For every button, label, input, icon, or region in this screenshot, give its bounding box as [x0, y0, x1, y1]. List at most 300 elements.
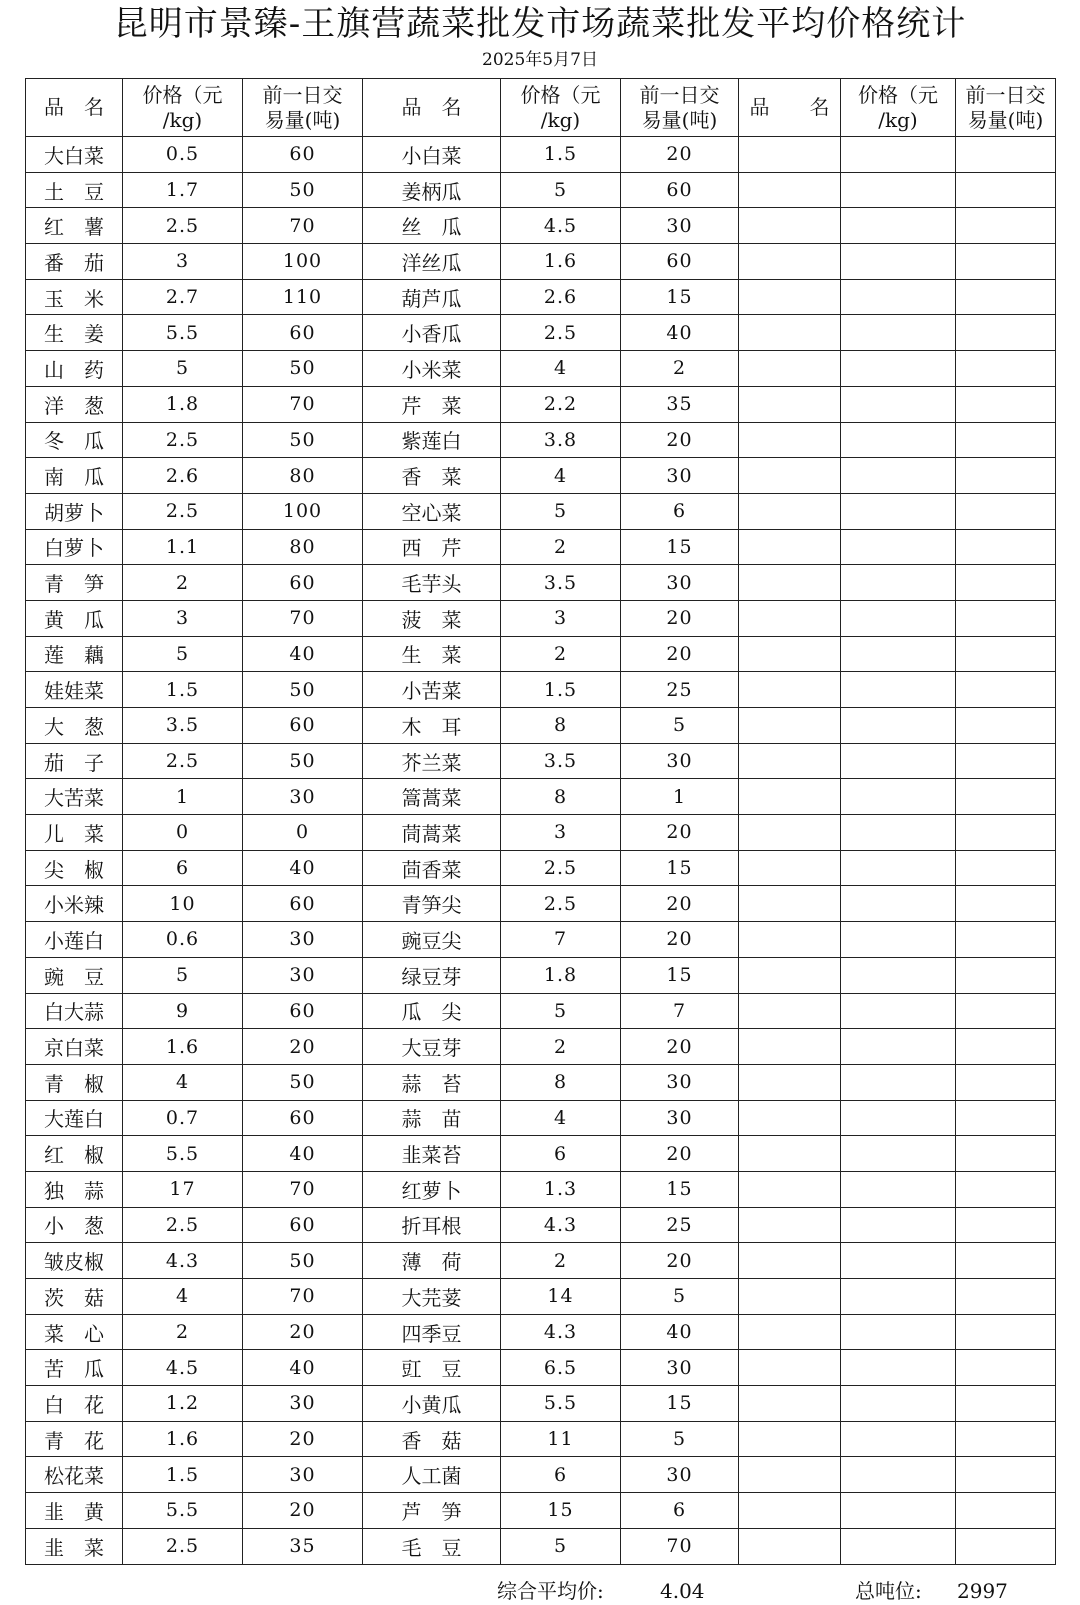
table-row: [26, 1314, 1056, 1350]
vegetable-name: 洋 葱: [26, 386, 123, 422]
price-cell: 4: [123, 1064, 243, 1100]
empty-name-cell: [739, 351, 841, 387]
price-cell: 4: [501, 351, 621, 387]
price-cell: 4.3: [501, 1314, 621, 1350]
volume-cell: 20: [243, 1421, 363, 1457]
vegetable-name: 西 芹: [363, 529, 501, 565]
empty-volume-cell: [956, 565, 1056, 601]
vegetable-name: 葫芦瓜: [363, 279, 501, 315]
vegetable-name: 豌 豆: [26, 957, 123, 993]
volume-cell: 50: [243, 743, 363, 779]
vegetable-name: 青 花: [26, 1421, 123, 1457]
table-row: [26, 422, 1056, 458]
price-cell: 1: [123, 779, 243, 815]
volume-cell: 40: [621, 1314, 739, 1350]
price-cell: 2: [501, 1243, 621, 1279]
empty-price-cell: [841, 244, 956, 280]
vegetable-name: 蒜 苔: [363, 1064, 501, 1100]
volume-cell: 15: [621, 1386, 739, 1422]
price-cell: 1.6: [501, 244, 621, 280]
table-row: [26, 1243, 1056, 1279]
empty-volume-cell: [956, 386, 1056, 422]
price-cell: 5: [123, 636, 243, 672]
table-row: [26, 172, 1056, 208]
volume-cell: 20: [243, 1314, 363, 1350]
empty-name-cell: [739, 565, 841, 601]
volume-cell: 6: [621, 1493, 739, 1529]
price-cell: 0.7: [123, 1100, 243, 1136]
empty-name-cell: [739, 1528, 841, 1564]
vegetable-name: 儿 菜: [26, 815, 123, 851]
empty-volume-cell: [956, 529, 1056, 565]
table-row: [26, 1136, 1056, 1172]
vegetable-name: 芦 笋: [363, 1493, 501, 1529]
empty-volume-cell: [956, 458, 1056, 494]
vegetable-name: 篙蒿菜: [363, 779, 501, 815]
volume-cell: 30: [621, 1350, 739, 1386]
vegetable-name: 白萝卜: [26, 529, 123, 565]
empty-volume-cell: [956, 600, 1056, 636]
vegetable-name: 土 豆: [26, 172, 123, 208]
empty-name-cell: [739, 422, 841, 458]
table-row: [26, 743, 1056, 779]
price-cell: 3.5: [501, 743, 621, 779]
empty-volume-cell: [956, 1171, 1056, 1207]
empty-name-cell: [739, 1029, 841, 1065]
price-cell: 5.5: [123, 1136, 243, 1172]
empty-price-cell: [841, 137, 956, 173]
volume-cell: 15: [621, 529, 739, 565]
table-row: [26, 208, 1056, 244]
empty-price-cell: [841, 1207, 956, 1243]
price-cell: 11: [501, 1421, 621, 1457]
price-cell: 1.8: [501, 957, 621, 993]
empty-name-cell: [739, 244, 841, 280]
vegetable-name: 胡萝卜: [26, 493, 123, 529]
empty-price-cell: [841, 993, 956, 1029]
vegetable-name: 豌豆尖: [363, 922, 501, 958]
empty-price-cell: [841, 1350, 956, 1386]
volume-cell: 70: [243, 1279, 363, 1315]
table-row: [26, 672, 1056, 708]
header-price: 价格（元 /kg): [501, 79, 621, 137]
price-cell: 5.5: [123, 1493, 243, 1529]
empty-price-cell: [841, 636, 956, 672]
volume-cell: 70: [243, 386, 363, 422]
volume-cell: 60: [243, 1207, 363, 1243]
volume-cell: 70: [243, 208, 363, 244]
price-cell: 3.5: [501, 565, 621, 601]
volume-cell: 30: [243, 922, 363, 958]
vegetable-name: 皱皮椒: [26, 1243, 123, 1279]
vegetable-name: 青 椒: [26, 1064, 123, 1100]
volume-cell: 20: [621, 600, 739, 636]
table-row: [26, 1279, 1056, 1315]
vegetable-name: 丝 瓜: [363, 208, 501, 244]
volume-cell: 70: [243, 600, 363, 636]
price-cell: 2: [123, 565, 243, 601]
table-row: [26, 386, 1056, 422]
price-cell: 1.1: [123, 529, 243, 565]
vegetable-name: 大白菜: [26, 137, 123, 173]
vegetable-name: 薄 荷: [363, 1243, 501, 1279]
price-cell: 4.5: [123, 1350, 243, 1386]
empty-name-cell: [739, 600, 841, 636]
header-price: 价格（元 /kg): [123, 79, 243, 137]
empty-name-cell: [739, 493, 841, 529]
empty-price-cell: [841, 1171, 956, 1207]
table-row: [26, 244, 1056, 280]
empty-volume-cell: [956, 886, 1056, 922]
table-row: [26, 993, 1056, 1029]
vegetable-name: 毛 豆: [363, 1528, 501, 1564]
vegetable-name: 红 椒: [26, 1136, 123, 1172]
volume-cell: 20: [621, 137, 739, 173]
empty-volume-cell: [956, 1100, 1056, 1136]
empty-price-cell: [841, 1386, 956, 1422]
empty-volume-cell: [956, 850, 1056, 886]
empty-name-cell: [739, 886, 841, 922]
table-row: [26, 529, 1056, 565]
vegetable-name: 茄 子: [26, 743, 123, 779]
price-cell: 7: [501, 922, 621, 958]
price-cell: 2: [501, 529, 621, 565]
volume-cell: 70: [243, 1171, 363, 1207]
vegetable-name: 红 薯: [26, 208, 123, 244]
price-cell: 3: [123, 600, 243, 636]
empty-name-cell: [739, 1064, 841, 1100]
empty-volume-cell: [956, 1029, 1056, 1065]
price-cell: 2.5: [123, 422, 243, 458]
vegetable-name: 小莲白: [26, 922, 123, 958]
volume-cell: 1: [621, 779, 739, 815]
volume-cell: 80: [243, 458, 363, 494]
average-price-value: 4.04: [660, 1579, 705, 1603]
volume-cell: 40: [243, 1350, 363, 1386]
empty-price-cell: [841, 422, 956, 458]
empty-volume-cell: [956, 351, 1056, 387]
empty-volume-cell: [956, 422, 1056, 458]
price-cell: 0.5: [123, 137, 243, 173]
volume-cell: 7: [621, 993, 739, 1029]
empty-volume-cell: [956, 244, 1056, 280]
vegetable-name: 空心菜: [363, 493, 501, 529]
empty-name-cell: [739, 279, 841, 315]
empty-name-cell: [739, 208, 841, 244]
empty-price-cell: [841, 1314, 956, 1350]
empty-price-cell: [841, 922, 956, 958]
volume-cell: 25: [621, 672, 739, 708]
empty-volume-cell: [956, 957, 1056, 993]
empty-volume-cell: [956, 172, 1056, 208]
empty-price-cell: [841, 600, 956, 636]
price-cell: 0.6: [123, 922, 243, 958]
volume-cell: 30: [621, 1457, 739, 1493]
price-cell: 8: [501, 779, 621, 815]
vegetable-name: 小 葱: [26, 1207, 123, 1243]
volume-cell: 30: [621, 565, 739, 601]
vegetable-name: 韭 菜: [26, 1528, 123, 1564]
price-cell: 2.5: [123, 208, 243, 244]
volume-cell: 20: [243, 1493, 363, 1529]
table-row: [26, 886, 1056, 922]
volume-cell: 2: [621, 351, 739, 387]
volume-cell: 80: [243, 529, 363, 565]
volume-cell: 50: [243, 672, 363, 708]
vegetable-name: 洋丝瓜: [363, 244, 501, 280]
empty-volume-cell: [956, 636, 1056, 672]
vegetable-name: 小香瓜: [363, 315, 501, 351]
vegetable-name: 绿豆芽: [363, 957, 501, 993]
volume-cell: 35: [243, 1528, 363, 1564]
volume-cell: 20: [621, 886, 739, 922]
empty-name-cell: [739, 1207, 841, 1243]
vegetable-name: 生 菜: [363, 636, 501, 672]
empty-name-cell: [739, 458, 841, 494]
header-volume: 前一日交 易量(吨): [621, 79, 739, 137]
empty-name-cell: [739, 1100, 841, 1136]
vegetable-name: 白大蒜: [26, 993, 123, 1029]
volume-cell: 20: [621, 636, 739, 672]
volume-cell: 15: [621, 850, 739, 886]
price-cell: 2.5: [123, 743, 243, 779]
price-cell: 2.6: [123, 458, 243, 494]
empty-name-cell: [739, 922, 841, 958]
vegetable-name: 松花菜: [26, 1457, 123, 1493]
empty-name-cell: [739, 172, 841, 208]
vegetable-name: 小苦菜: [363, 672, 501, 708]
empty-volume-cell: [956, 993, 1056, 1029]
vegetable-name: 小白菜: [363, 137, 501, 173]
vegetable-name: 尖 椒: [26, 850, 123, 886]
volume-cell: 50: [243, 1243, 363, 1279]
vegetable-name: 大 葱: [26, 708, 123, 744]
volume-cell: 60: [243, 137, 363, 173]
price-cell: 3: [501, 815, 621, 851]
price-cell: 1.6: [123, 1029, 243, 1065]
empty-name-cell: [739, 743, 841, 779]
price-cell: 5: [501, 172, 621, 208]
table-row: [26, 1350, 1056, 1386]
table-row: [26, 137, 1056, 173]
price-cell: 10: [123, 886, 243, 922]
price-cell: 17: [123, 1171, 243, 1207]
vegetable-name: 紫莲白: [363, 422, 501, 458]
vegetable-name: 黄 瓜: [26, 600, 123, 636]
vegetable-name: 茼蒿菜: [363, 815, 501, 851]
empty-volume-cell: [956, 1457, 1056, 1493]
volume-cell: 40: [243, 636, 363, 672]
table-row: [26, 351, 1056, 387]
price-cell: 1.2: [123, 1386, 243, 1422]
table-row: [26, 708, 1056, 744]
vegetable-name: 菜 心: [26, 1314, 123, 1350]
volume-cell: 5: [621, 1279, 739, 1315]
volume-cell: 50: [243, 172, 363, 208]
empty-price-cell: [841, 386, 956, 422]
volume-cell: 0: [243, 815, 363, 851]
price-cell: 2.2: [501, 386, 621, 422]
volume-cell: 30: [621, 458, 739, 494]
volume-cell: 70: [621, 1528, 739, 1564]
empty-name-cell: [739, 1350, 841, 1386]
total-tonnage-value: 2997: [957, 1579, 1008, 1603]
volume-cell: 100: [243, 493, 363, 529]
volume-cell: 50: [243, 351, 363, 387]
volume-cell: 40: [243, 850, 363, 886]
vegetable-name: 菠 菜: [363, 600, 501, 636]
volume-cell: 50: [243, 1064, 363, 1100]
table-row: [26, 1064, 1056, 1100]
price-cell: 2.6: [501, 279, 621, 315]
price-cell: 4: [123, 1279, 243, 1315]
empty-volume-cell: [956, 1314, 1056, 1350]
empty-name-cell: [739, 708, 841, 744]
vegetable-name: 大苦菜: [26, 779, 123, 815]
price-cell: 3.5: [123, 708, 243, 744]
vegetable-name: 白 花: [26, 1386, 123, 1422]
vegetable-name: 小米辣: [26, 886, 123, 922]
vegetable-name: 小黄瓜: [363, 1386, 501, 1422]
table-row: [26, 279, 1056, 315]
volume-cell: 60: [243, 315, 363, 351]
empty-price-cell: [841, 1064, 956, 1100]
empty-price-cell: [841, 493, 956, 529]
vegetable-name: 四季豆: [363, 1314, 501, 1350]
vegetable-name: 南 瓜: [26, 458, 123, 494]
empty-name-cell: [739, 815, 841, 851]
empty-volume-cell: [956, 1207, 1056, 1243]
table-row: [26, 957, 1056, 993]
volume-cell: 5: [621, 1421, 739, 1457]
volume-cell: 30: [621, 1064, 739, 1100]
price-cell: 2.7: [123, 279, 243, 315]
empty-name-cell: [739, 1421, 841, 1457]
vegetable-name: 红萝卜: [363, 1171, 501, 1207]
table-row: [26, 1386, 1056, 1422]
vegetable-name: 莲 藕: [26, 636, 123, 672]
empty-name-cell: [739, 529, 841, 565]
header-volume: 前一日交 易量(吨): [243, 79, 363, 137]
empty-volume-cell: [956, 1136, 1056, 1172]
table-row: [26, 458, 1056, 494]
empty-name-cell: [739, 1279, 841, 1315]
price-cell: 4.3: [501, 1207, 621, 1243]
vegetable-name: 青 笋: [26, 565, 123, 601]
vegetable-name: 番 茄: [26, 244, 123, 280]
volume-cell: 40: [621, 315, 739, 351]
empty-price-cell: [841, 1528, 956, 1564]
price-cell: 3.8: [501, 422, 621, 458]
volume-cell: 30: [243, 957, 363, 993]
price-cell: 5: [501, 993, 621, 1029]
table-row: [26, 493, 1056, 529]
price-cell: 2: [123, 1314, 243, 1350]
price-cell: 5: [501, 1528, 621, 1564]
vegetable-name: 大芫荽: [363, 1279, 501, 1315]
volume-cell: 5: [621, 708, 739, 744]
empty-name-cell: [739, 137, 841, 173]
vegetable-name: 青笋尖: [363, 886, 501, 922]
empty-volume-cell: [956, 1528, 1056, 1564]
volume-cell: 20: [243, 1029, 363, 1065]
empty-price-cell: [841, 1029, 956, 1065]
volume-cell: 50: [243, 422, 363, 458]
volume-cell: 15: [621, 957, 739, 993]
empty-volume-cell: [956, 672, 1056, 708]
empty-volume-cell: [956, 1279, 1056, 1315]
empty-name-cell: [739, 779, 841, 815]
empty-price-cell: [841, 1421, 956, 1457]
volume-cell: 30: [621, 1100, 739, 1136]
empty-volume-cell: [956, 922, 1056, 958]
empty-price-cell: [841, 351, 956, 387]
price-cell: 1.5: [501, 672, 621, 708]
empty-name-cell: [739, 1314, 841, 1350]
price-cell: 5: [123, 351, 243, 387]
average-price-label: 综合平均价:: [497, 1579, 604, 1603]
price-cell: 2.5: [123, 1528, 243, 1564]
vegetable-name: 豇 豆: [363, 1350, 501, 1386]
vegetable-name: 苦 瓜: [26, 1350, 123, 1386]
table-row: [26, 1457, 1056, 1493]
price-cell: 5: [123, 957, 243, 993]
volume-cell: 20: [621, 422, 739, 458]
total-tonnage-label: 总吨位:: [855, 1579, 922, 1603]
volume-cell: 110: [243, 279, 363, 315]
table-row: [26, 636, 1056, 672]
volume-cell: 30: [621, 743, 739, 779]
price-cell: 15: [501, 1493, 621, 1529]
empty-price-cell: [841, 779, 956, 815]
table-row: [26, 1528, 1056, 1564]
empty-volume-cell: [956, 208, 1056, 244]
volume-cell: 60: [243, 1100, 363, 1136]
volume-cell: 60: [243, 565, 363, 601]
price-cell: 2: [501, 636, 621, 672]
empty-price-cell: [841, 1136, 956, 1172]
price-cell: 5.5: [501, 1386, 621, 1422]
table-row: [26, 1029, 1056, 1065]
volume-cell: 60: [621, 244, 739, 280]
empty-price-cell: [841, 172, 956, 208]
vegetable-name: 木 耳: [363, 708, 501, 744]
empty-price-cell: [841, 458, 956, 494]
price-cell: 6: [501, 1457, 621, 1493]
empty-price-cell: [841, 315, 956, 351]
empty-volume-cell: [956, 1493, 1056, 1529]
empty-name-cell: [739, 850, 841, 886]
volume-cell: 100: [243, 244, 363, 280]
empty-price-cell: [841, 886, 956, 922]
empty-name-cell: [739, 993, 841, 1029]
price-cell: 2.5: [123, 493, 243, 529]
table-row: [26, 1421, 1056, 1457]
empty-volume-cell: [956, 815, 1056, 851]
price-cell: 2.5: [123, 1207, 243, 1243]
empty-price-cell: [841, 708, 956, 744]
vegetable-name: 山 药: [26, 351, 123, 387]
empty-name-cell: [739, 386, 841, 422]
vegetable-name: 芹 菜: [363, 386, 501, 422]
volume-cell: 30: [243, 1457, 363, 1493]
volume-cell: 60: [243, 993, 363, 1029]
volume-cell: 60: [243, 708, 363, 744]
table-row: [26, 315, 1056, 351]
empty-price-cell: [841, 815, 956, 851]
empty-price-cell: [841, 1243, 956, 1279]
volume-cell: 20: [621, 922, 739, 958]
